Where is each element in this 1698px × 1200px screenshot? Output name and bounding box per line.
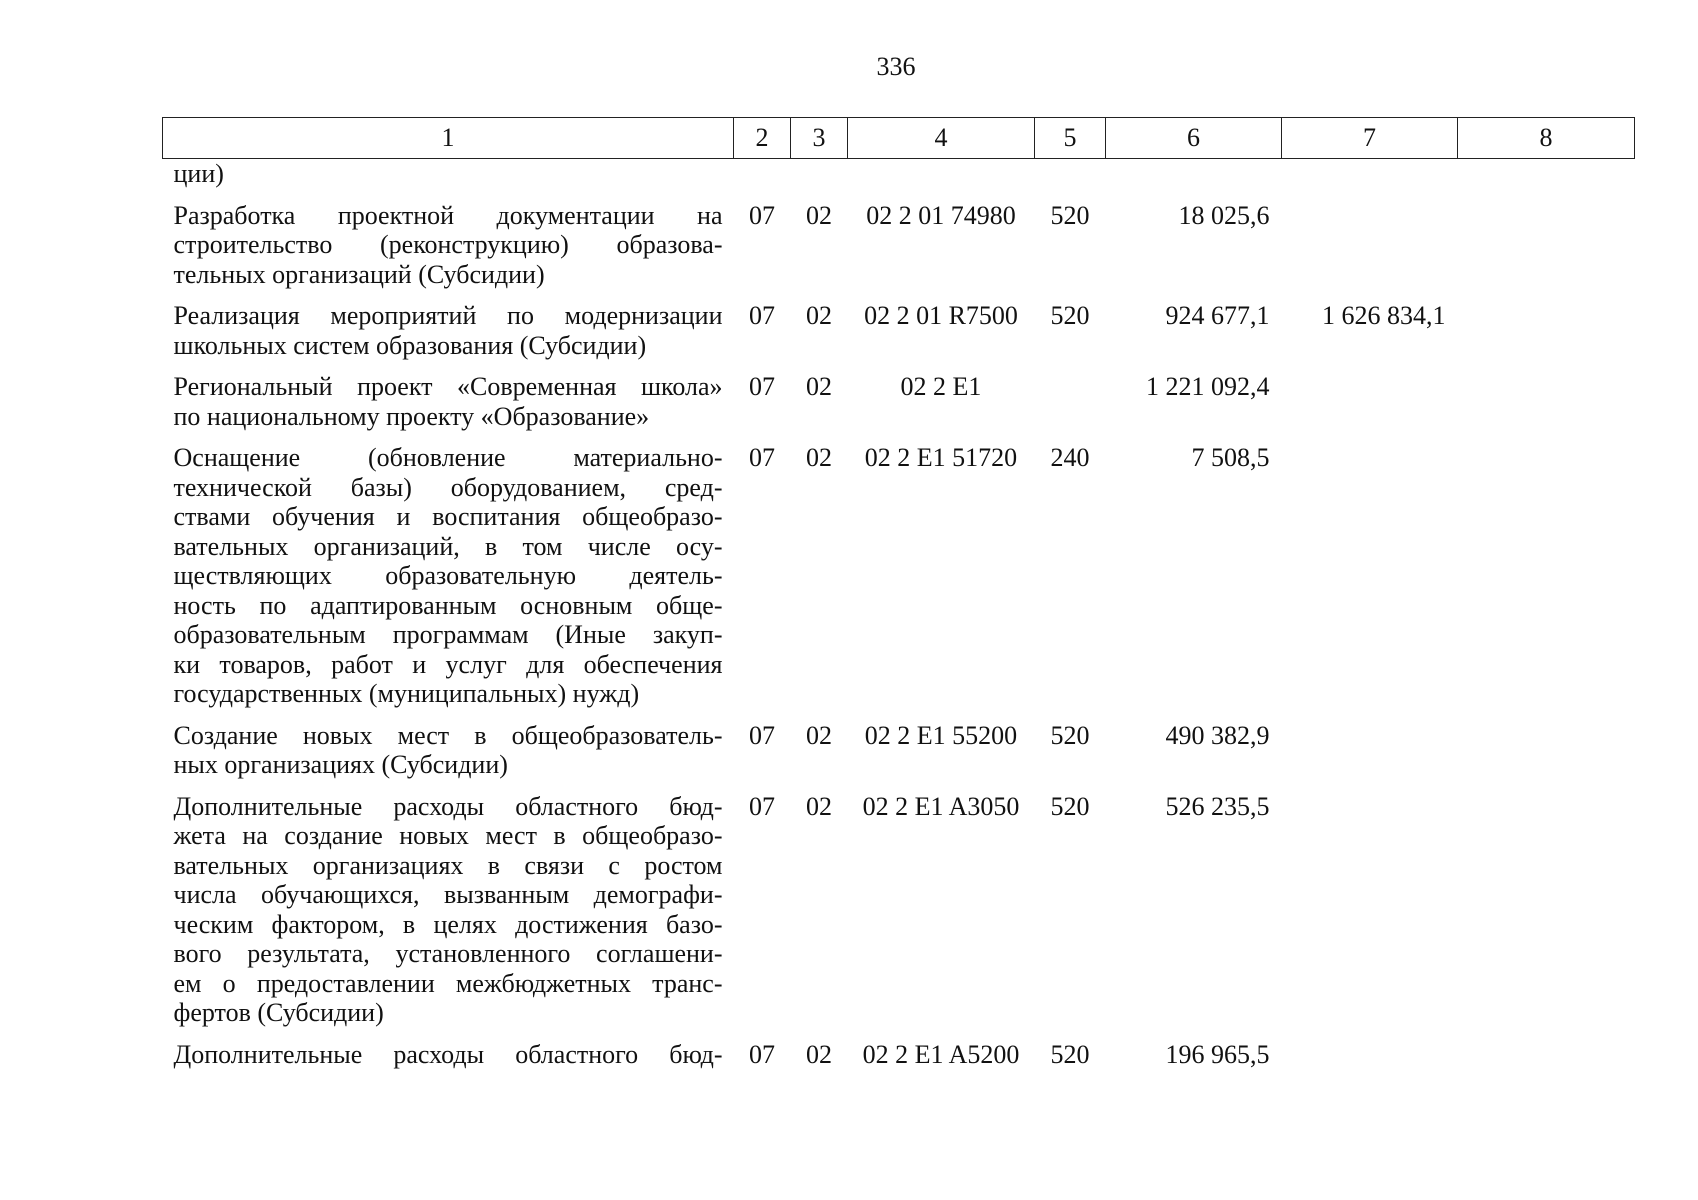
row-amount-col7-cell: [1282, 159, 1458, 201]
row-name-line: вого результата, установленного соглашени-: [173, 939, 723, 968]
row-amount-col7-cell: [1282, 792, 1458, 1040]
row-expense-type-cell: 520: [1050, 791, 1090, 821]
table-body: [163, 159, 1635, 1082]
row-name-line: ки товаров, работ и услуг для обеспечения: [173, 649, 723, 679]
row-subsection-cell: 02: [806, 720, 832, 750]
header-col-5: 5: [1035, 118, 1106, 159]
header-col-6: 6: [1106, 118, 1282, 159]
header-col-8: 8: [1458, 118, 1635, 159]
row-amount-col6-cell: 196 965,5: [1165, 1039, 1270, 1069]
row-section-cell: 07: [749, 791, 775, 821]
header-col-4: 4: [848, 118, 1035, 159]
header-row: [163, 118, 1635, 159]
row-target-article-cell: 02 2 E1 A3050: [862, 791, 1020, 821]
header-col-1: 1: [163, 118, 734, 159]
row-section-cell: 07: [749, 200, 775, 230]
row-name-line: школьных систем образования (Субсидии): [173, 330, 647, 360]
row-amount-col6-cell: 1 221 092,4: [1146, 372, 1270, 401]
row-amount-col8-cell: [1458, 159, 1635, 201]
row-name-cell: [163, 443, 734, 721]
row-expense-type-cell: [1035, 372, 1106, 443]
row-amount-col7-cell: [1282, 443, 1458, 721]
row-target-article-cell: 02 2 E1 A5200: [862, 1039, 1020, 1069]
row-name-line: жета на создание новых мест в общеобразо-: [173, 821, 723, 850]
row-section-cell: [734, 159, 791, 201]
row-amount-col6-cell: 490 382,9: [1165, 720, 1270, 750]
row-name-line: по национальному проекту «Образование»: [173, 401, 650, 431]
table-row: [163, 159, 1635, 201]
row-name-line: Оснащение (обновление материально-: [173, 443, 723, 472]
row-name-cell: [163, 159, 734, 201]
row-name-line: строительство (реконструкцию) образова-: [173, 230, 723, 259]
row-target-article-cell: 02 2 E1: [900, 372, 982, 401]
row-name-line: ных организациях (Субсидии): [173, 750, 508, 779]
row-amount-col7-cell: [1282, 1040, 1458, 1082]
row-expense-type-cell: [1035, 159, 1106, 201]
row-target-article-cell: [848, 159, 1035, 201]
row-expense-type-cell: 240: [1050, 443, 1090, 472]
row-name-line: ствами обучения и воспитания общеобразо-: [173, 502, 723, 531]
row-name-cell: [163, 301, 734, 372]
row-section-cell: 07: [749, 720, 775, 750]
table-header: [163, 118, 1635, 159]
row-amount-col7-cell: [1282, 721, 1458, 792]
row-name-line: Создание новых мест в общеобразователь-: [173, 720, 723, 750]
header-col-7: 7: [1282, 118, 1458, 159]
row-name-cell: [163, 792, 734, 1040]
row-amount-col8-cell: [1458, 792, 1635, 1040]
row-amount-col8-cell: [1458, 721, 1635, 792]
row-target-article-cell: 02 2 E1 55200: [864, 720, 1018, 750]
row-name-cell: [163, 201, 734, 302]
row-name-line: технической базы) оборудованием, сред-: [173, 472, 723, 502]
row-subsection-cell: 02: [806, 791, 832, 821]
row-section-cell: 07: [749, 372, 775, 401]
row-amount-col6-cell: 7 508,5: [1191, 443, 1270, 472]
row-name-line: вательных организациях в связи с ростом: [173, 850, 723, 880]
row-name-line: ческим фактором, в целях достижения базо-: [173, 909, 723, 939]
row-name-cell: [163, 372, 734, 443]
row-name-cell: [163, 1040, 734, 1082]
row-target-article-cell: 02 2 01 R7500: [864, 301, 1018, 330]
row-amount-col6-cell: 924 677,1: [1165, 301, 1270, 330]
row-expense-type-cell: 520: [1050, 301, 1090, 330]
row-name-line: Разработка проектной документации на: [173, 200, 723, 230]
row-name-line: образовательным программам (Иные закуп-: [173, 620, 723, 649]
row-amount-col8-cell: [1458, 301, 1635, 372]
table-row: [163, 372, 1635, 443]
row-section-cell: 07: [749, 443, 775, 472]
row-amount-col8-cell: [1458, 1040, 1635, 1082]
row-name-line: фертов (Субсидии): [173, 998, 384, 1027]
row-name-line: числа обучающихся, вызванным демографи-: [173, 880, 723, 909]
row-amount-col7-cell: [1282, 372, 1458, 443]
row-name-cell: [163, 721, 734, 792]
row-subsection-cell: 02: [806, 443, 832, 472]
table-row: [163, 721, 1635, 792]
row-amount-col6-cell: 526 235,5: [1165, 791, 1270, 821]
row-target-article-cell: 02 2 E1 51720: [864, 443, 1018, 472]
row-subsection-cell: 02: [806, 200, 832, 230]
row-name-line: тельных организаций (Субсидии): [173, 259, 545, 289]
row-expense-type-cell: 520: [1050, 1039, 1090, 1069]
row-name-line: государственных (муниципальных) нужд): [173, 679, 640, 708]
row-target-article-cell: 02 2 01 74980: [866, 200, 1016, 230]
row-amount-col6-cell: [1106, 159, 1282, 201]
header-col-3: 3: [791, 118, 848, 159]
table-row: [163, 301, 1635, 372]
table-row: [163, 201, 1635, 302]
row-section-cell: 07: [749, 301, 775, 330]
row-subsection-cell: 02: [806, 372, 832, 401]
row-name-line: ность по адаптированным основным обще-: [173, 590, 723, 620]
row-name-line: ции): [173, 159, 224, 188]
row-name-line: Реализация мероприятий по модернизации: [173, 301, 723, 330]
row-amount-col8-cell: [1458, 443, 1635, 721]
row-expense-type-cell: 520: [1050, 200, 1090, 230]
table-row: [163, 792, 1635, 1040]
row-name-line: Региональный проект «Современная школа»: [173, 372, 723, 401]
row-name-line: Дополнительные расходы областного бюд-: [173, 1039, 723, 1069]
header-col-2: 2: [734, 118, 791, 159]
row-name-line: ществляющих образовательную деятель-: [173, 561, 723, 590]
row-amount-col7-cell: 1 626 834,1: [1322, 301, 1446, 330]
page-number: 336: [876, 52, 916, 81]
row-amount-col7-cell: [1282, 201, 1458, 302]
row-name-line: вательных организаций, в том числе осу-: [173, 531, 723, 561]
row-subsection-cell: 02: [806, 1039, 832, 1069]
row-section-cell: 07: [749, 1039, 775, 1069]
table-row: [163, 1040, 1635, 1082]
budget-table: [162, 117, 1635, 1081]
row-expense-type-cell: 520: [1050, 720, 1090, 750]
row-subsection-cell: 02: [806, 301, 832, 330]
table-row: [163, 443, 1635, 721]
row-amount-col6-cell: 18 025,6: [1178, 200, 1270, 230]
row-name-line: ем о предоставлении межбюджетных транс-: [173, 968, 723, 998]
row-name-line: Дополнительные расходы областного бюд-: [173, 791, 723, 821]
row-amount-col8-cell: [1458, 372, 1635, 443]
row-subsection-cell: [791, 159, 848, 201]
row-amount-col8-cell: [1458, 201, 1635, 302]
